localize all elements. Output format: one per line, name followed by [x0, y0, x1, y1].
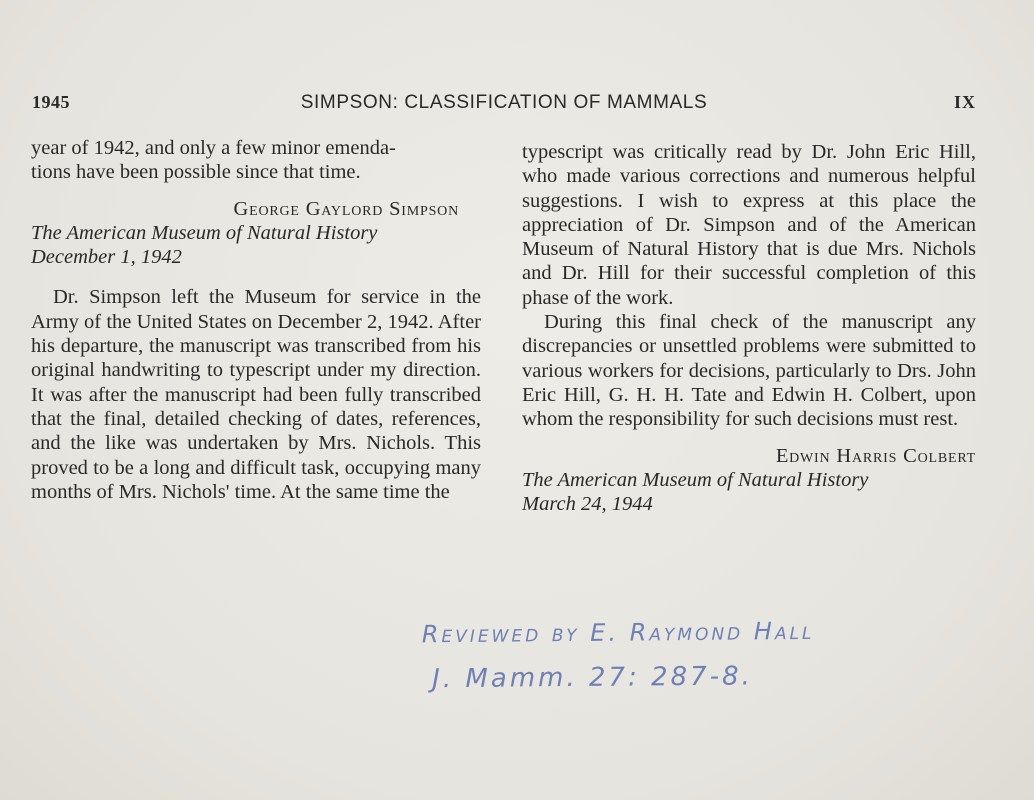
paragraph-final-check: During this final check of the manuscript any discrepancies or unsettled problems were submitted to various workers for decisions, particularly to Drs. John Eric Hill, G. H. H. Tate and Edwin H. Colbert, upon whom the responsibility for such decisions must rest. — [522, 311, 976, 431]
signature-institution: The American Museum of Natural History — [522, 468, 869, 491]
running-head-title: SIMPSON: CLASSIFICATION OF MAMMALS — [300, 92, 708, 113]
signature-simpson — [31, 197, 481, 270]
handwritten-line-2: J. Mamm. 27: 287-8. — [432, 661, 753, 695]
right-column — [522, 140, 976, 516]
signature-date: December 1, 1942 — [31, 246, 182, 269]
page-number: IX — [953, 92, 976, 112]
signature-colbert — [522, 444, 976, 517]
paragraph-colbert-note: Dr. Simpson left the Museum for service in the Army of the United States on December 2, 1942. After his departure, the manuscript was transcribed from his original handwriting to typescript under my direction. It was after the manuscript had been fully transcribed that the final, detailed checking of dates, references, and the like was undertaken by Mrs. Nichols. This proved to be a long and difficult task, occupying many months of Mrs. Nichols' time. At the same time the — [31, 286, 481, 503]
handwritten-review-note — [418, 610, 959, 705]
running-head-year: 1945 — [32, 92, 70, 112]
signature-name: Edwin Harris Colbert — [775, 444, 976, 467]
left-line-2: tions have been possible since that time. — [31, 161, 361, 184]
left-line-1: year of 1942, and only a few minor emenda- — [31, 137, 396, 159]
running-head — [32, 92, 976, 122]
signature-date: March 24, 1944 — [522, 493, 653, 516]
signature-institution: The American Museum of Natural History — [31, 221, 378, 244]
left-column — [31, 136, 481, 504]
handwritten-line-1: Reviewed by E. Raymond Hall — [421, 616, 815, 649]
signature-name: George Gaylord Simpson — [233, 197, 459, 220]
paragraph-continuation: typescript was critically read by Dr. John Eric Hill, who made various corrections and numerous helpful suggestions. I wish to express at this place the appreciation of Dr. Simpson and of the American Museum of Natural History that is due Mrs. Nichols and Dr. Hill for their successful completion of this phase of the work. — [522, 141, 976, 309]
